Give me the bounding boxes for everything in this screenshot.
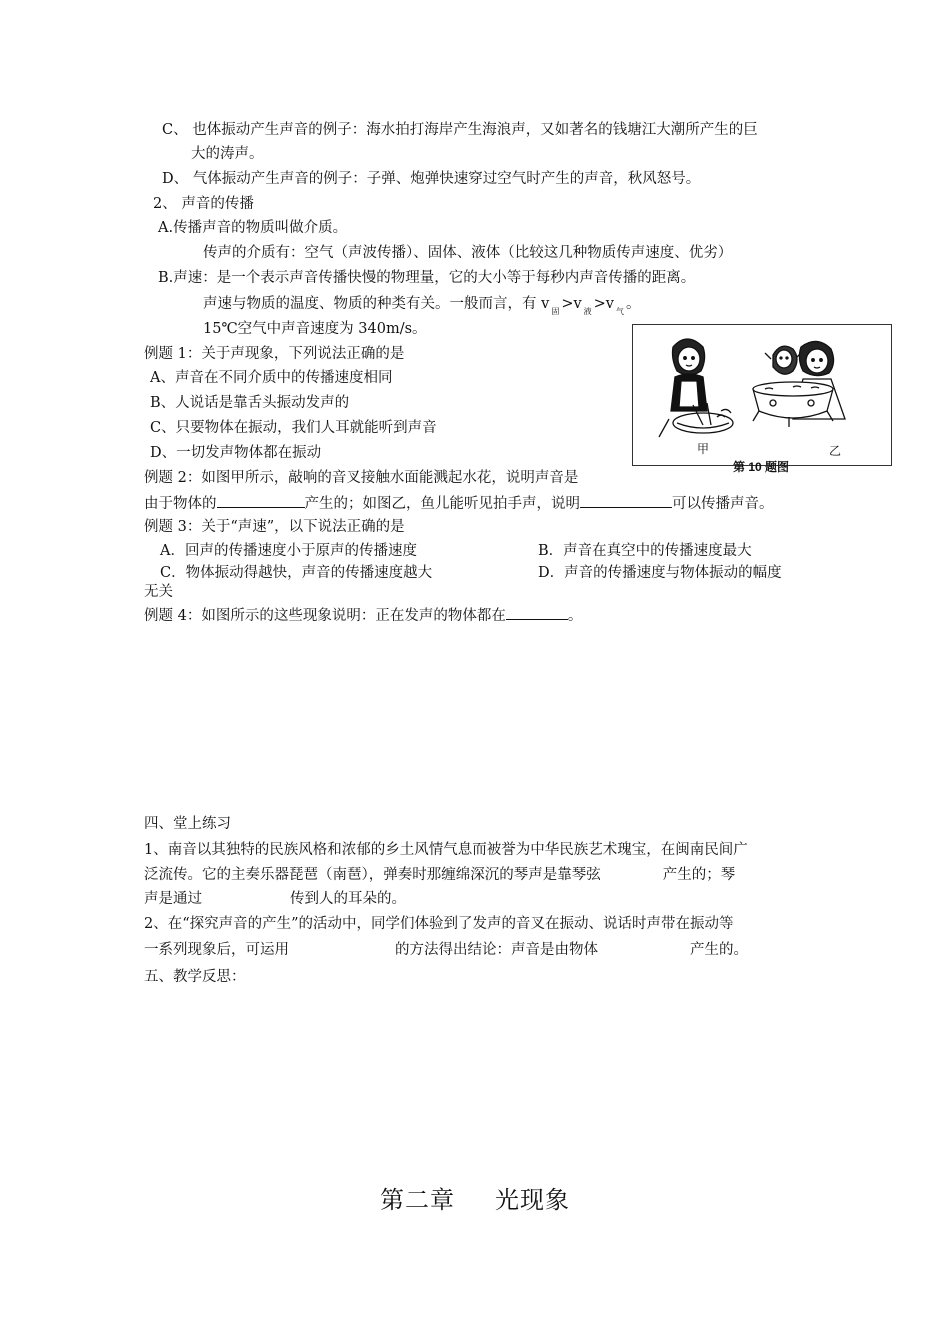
speed-relation-line	[203, 294, 641, 316]
example-1-option-b: B、人说话是靠舌头振动发声的	[150, 395, 350, 411]
item-c-line1: C、 也体振动产生声音的例子：海水拍打海岸产生海浪声，又如著名的钱塘江大潮所产生的巨	[162, 122, 758, 138]
example-4-text: 例题 4：如图所示的这些现象说明：正在发声的物体都在	[144, 608, 506, 624]
subscript-gas: 气	[616, 307, 624, 316]
answer-blank[interactable]	[506, 605, 568, 620]
answer-blank[interactable]	[580, 493, 672, 508]
children-fish-bowl-illustration	[753, 341, 845, 427]
figure-caption: 第 10 题图	[733, 460, 790, 474]
practice-2-text-a: 一系列现象后，可运用	[144, 942, 289, 958]
item-d: D、 气体振动产生声音的例子：子弹、炮弹快速穿过空气时产生的声音，秋风怒号。	[162, 171, 701, 187]
practice-2-line2	[144, 940, 748, 960]
practice-1-text-b: 产生的；琴	[662, 867, 736, 883]
chapter-name: 光现象	[495, 1186, 570, 1214]
item-c-line2: 大的涛声。	[191, 146, 264, 162]
example-4-end: 。	[567, 608, 583, 624]
example-1-option-a: A、声音在不同介质中的传播速度相同	[150, 370, 393, 386]
example-4-question	[144, 605, 582, 626]
example-2-text-b: 产生的；如图乙，鱼儿能听见拍手声，说明	[304, 496, 580, 512]
example-2-text-a: 由于物体的	[144, 496, 217, 512]
practice-1-text-c: 声是通过	[144, 891, 202, 907]
figure-illustration	[632, 324, 892, 474]
practice-2-text-c: 产生的。	[690, 942, 748, 958]
item-b-speed: B.声速：是一个表示声音传播快慢的物理量，它的大小等于每秒内声音传播的距离。	[158, 270, 696, 286]
speed-relation-text: 声速与物质的温度、物质的种类有关。一般而言，有 v	[203, 296, 550, 312]
example-3-option-a: A．回声的传播速度小于原声的传播速度	[160, 543, 417, 559]
speed-end: 。	[626, 296, 641, 312]
subscript-solid: 固	[551, 307, 560, 316]
example-3-option-d-cont: 无关	[144, 584, 173, 600]
media-line: 传声的介质有：空气（声波传播）、固体、液体（比较这几种物质传声速度、优劣）	[203, 245, 733, 261]
figure-drawing	[633, 325, 891, 474]
practice-1-line3	[144, 889, 406, 909]
reflection-heading: 五、教学反思：	[144, 969, 246, 985]
example-1-option-d: D、一切发声物体都在振动	[150, 445, 322, 461]
practice-1-text-a: 泛流传。它的主奏乐器琵琶（南琶），弹奏时那缠绵深沉的琴声是靠琴弦	[144, 867, 601, 883]
example-2-text-c: 可以传播声音。	[672, 496, 774, 512]
answer-blank[interactable]	[217, 493, 305, 508]
example-3-option-c: C．物体振动得越快，声音的传播速度越大	[160, 565, 433, 581]
practice-2-text-b: 的方法得出结论：声音是由物体	[395, 942, 598, 958]
gt-2: >v	[593, 296, 614, 312]
example-2-line2	[144, 493, 774, 514]
example-3-question: 例题 3：关于“声速”，以下说法正确的是	[144, 519, 405, 535]
chapter-title	[0, 1180, 950, 1215]
practice-heading: 四、堂上练习	[144, 816, 231, 832]
practice-1-line2	[144, 865, 735, 885]
example-1-question: 例题 1：关于声现象，下列说法正确的是	[144, 346, 405, 362]
speed-15c-line: 15℃空气中声音速度为 340m/s。	[203, 321, 427, 337]
example-1-option-c: C、只要物体在振动，我们人耳就能听到声音	[150, 420, 437, 436]
figure-label-right: 乙	[829, 444, 842, 458]
item-a-medium: A.传播声音的物质叫做介质。	[158, 220, 348, 236]
example-2-question: 例题 2：如图甲所示，敲响的音叉接触水面能溅起水花，说明声音是	[144, 470, 579, 486]
section-2-heading: 2、 声音的传播	[153, 196, 254, 212]
practice-2-line1: 2、在“探究声音的产生”的活动中，同学们体验到了发声的音叉在振动、说话时声带在振动等	[144, 916, 734, 932]
practice-1-line1: 1、南音以其独特的民族风格和浓郁的乡土风情气息而被誉为中华民族艺术瑰宝，在闽南民间广	[144, 842, 748, 858]
example-3-option-d: D．声音的传播速度与物体振动的幅度	[538, 565, 782, 581]
figure-label-left: 甲	[697, 442, 710, 456]
chapter-number: 第二章	[380, 1186, 455, 1214]
example-3-option-b: B．声音在真空中的传播速度最大	[538, 543, 752, 559]
girl-tuning-fork-illustration	[659, 339, 733, 437]
subscript-liquid: 液	[583, 307, 592, 316]
gt-1: >v	[561, 296, 582, 312]
practice-1-text-d: 传到人的耳朵的。	[290, 891, 406, 907]
